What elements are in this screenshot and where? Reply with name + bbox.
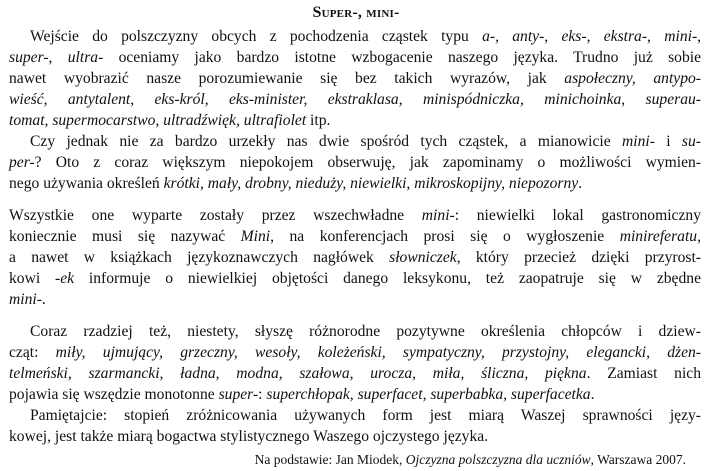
text-run: : niewielki lokal gastronomiczny [454,207,701,224]
text-run: Wszystkie one wyparte zostały przez wszechwładne [9,207,422,224]
text-run: nego używania określeń [9,175,164,192]
citation-text: , Warszawa 2007. [590,452,686,467]
p3-line-3 [9,248,701,268]
text-run: : [258,386,267,403]
italic-term: ultra- [67,49,104,66]
text-run: a nawet w książkach językoznawczych nagłówek [9,249,390,266]
citation-book-title: Ojczyzna polszczyzna dla uczniów [405,452,591,467]
text-run: . [590,386,595,403]
text-run: , [544,28,562,45]
italic-term: mini- [421,207,455,224]
text-run: koniecznie musi się nazywać [9,228,241,245]
italic-term: ekstra- [603,28,648,45]
italic-term: tomat, supermocarstwo, ultradźwięk, ultrafiolet [9,112,307,129]
text-run: i [654,133,682,150]
text-run: , [586,28,604,45]
p5-line-2 [9,427,701,447]
italic-term: mini- [9,291,42,308]
italic-term: eks- [561,28,587,45]
italic-term: wieść, antytalent, eks-król, eks-minister, ekstraklasa, minispódniczka, minichoinka, superau- [9,91,701,108]
p3-line-4 [9,269,701,289]
italic-term: Mini [240,228,271,245]
p3-line-1 [9,206,701,226]
p4-line-4 [9,385,701,405]
p1-line-4 [9,90,701,110]
p2-line-3 [9,174,701,194]
italic-term: krótki, mały, drobny, nieduży, niewielki, mikroskopijny, niepozorny [163,175,579,192]
p3-line-5 [9,290,701,310]
text-run: . [578,175,583,192]
text-run: Pamiętajcie: stopień zróżnicowania używanych form jest miarą Waszej sprawności języ- [30,407,701,424]
italic-term: superchłopak, superfacet, superbabka, superfacetka [266,386,591,403]
text-run: , na konferencjach prosi się o wygłoszenie [270,228,620,245]
text-run: , [48,49,68,66]
text-run: Czy jednak nie za bardzo urzekły nas dwie spośród tych cząstek, a mianowicie [30,133,622,150]
text-run: . [41,291,46,308]
text-run: Wejście do polszczyzny obcych z pochodzenia cząstek typu [30,28,483,45]
text-run: kowi [9,270,56,287]
p4-line-2 [9,343,701,363]
text-run: , [495,28,513,45]
text-run: informuje o niewielkiej objętości danego leksykonu, też zaopatruje się w zbędne [74,270,701,287]
text-run: , [647,28,665,45]
italic-term: minireferatu [619,228,698,245]
p1-line-5 [9,111,701,131]
source-citation [255,452,686,468]
text-run: ? Oto z coraz większym niepokojem obserwuję, jak zapominamy o możliwości wymien- [34,154,701,171]
italic-term: anty- [512,28,545,45]
p1-line-2 [9,48,701,68]
p4-line-3 [9,364,701,384]
italic-term: super- [218,386,259,403]
text-run: oceniamy jako bardzo istotne wzbogacenie naszego języka. Trudno już sobie [103,49,701,66]
p3-line-2 [9,227,701,247]
italic-term: super- [9,49,49,66]
italic-term: aspołeczny, antypo- [564,70,701,87]
text-run: , [697,28,702,45]
p2-line-2 [9,153,701,173]
text-run: , który przecież dzięki przyrost- [456,249,702,266]
italic-term: mini- [622,133,655,150]
p4-line-1 [9,322,701,342]
italic-term: a- [482,28,496,45]
p2-line-1 [9,132,701,152]
text-run: , [697,228,701,245]
text-run: nawet wyobrazić nasze porozumiewanie się bez takich wyrazów, jak [9,70,565,87]
p5-line-1 [9,406,701,426]
page-title: Super-, mini- [312,4,400,21]
text-run: pojawia się wszędzie monotonne [9,386,219,403]
italic-term: -ek [55,270,75,287]
italic-term: słowniczek [389,249,457,266]
text-run: itp. [306,112,331,129]
p1-line-1 [9,27,701,47]
italic-term: mini- [664,28,698,45]
text-run: Coraz rzadziej też, niestety, słyszę różnorodne pozytywne określenia chłopców i dziew- [30,323,701,340]
citation-text: Na podstawie: Jan Miodek, [254,452,406,467]
p1-line-3 [9,69,701,89]
italic-term: per- [9,154,35,171]
text-run: cząt: [9,344,56,361]
italic-term: su- [681,133,701,150]
text-run: kowej, jest także miarą bogactwa stylistycznego Waszego ojczystego języka. [9,428,489,445]
italic-term: miły, ujmujący, grzeczny, wesoły, koleżeński, sympatyczny, przystojny, elegancki, dżen- [55,344,701,361]
italic-term: telmeński, szarmancki, ładna, modna, szałowa, urocza, miła, śliczna, piękna [9,365,587,382]
text-run: . Zamiast nich [586,365,701,382]
